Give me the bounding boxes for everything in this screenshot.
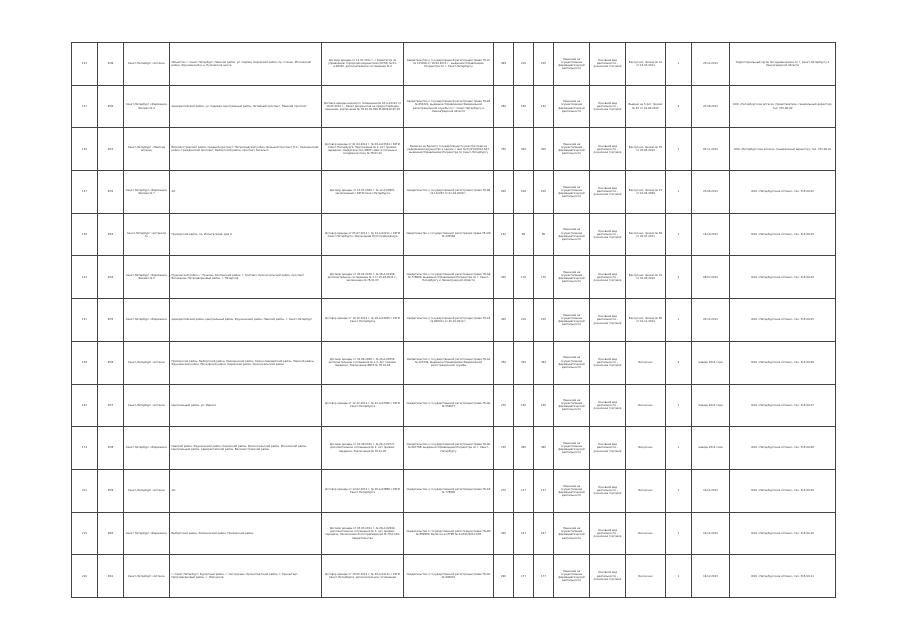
cell-code: Ф57 (98, 384, 124, 427)
cell-cnt: 1 (666, 171, 692, 214)
cell-doc: Свидетельство о государственной регистрации права 78-АЖ № 445566 (404, 213, 494, 256)
cell-basis: Договор аренды от 14.02.2012 г. № 26-А-03888 с КУГИ Санкт-Петербурга (322, 469, 404, 512)
cell-doc: Свидетельство о государственной регистрации права 78-АИ № 556677 (404, 384, 494, 427)
cell-doc: Свидетельство о государственной регистрации права 78-АЛ № 778800 (404, 469, 494, 512)
cell-place: Приморский район, пр. Испытателей, дом 6 (170, 213, 322, 256)
cell-inspect: ООО «Петербургские аптеки», тел. 315-00-07 (730, 384, 836, 427)
cell-num: 130 (72, 128, 98, 171)
cell-q2: 177 (514, 555, 534, 598)
cell-kind: Лицензия на осуществление фармацевтической деятельности (554, 171, 590, 214)
cell-q2: 100 (514, 171, 534, 214)
cell-date: январь 2014 года (692, 427, 730, 470)
cell-kind: Лицензия на осуществление фармацевтической деятельности (554, 85, 590, 128)
cell-cnt: 1 (666, 469, 692, 512)
cell-status: Основной вид деятельности – розничная торговля (590, 427, 626, 470)
table-row (72, 469, 836, 512)
cell-place: АО (170, 171, 322, 214)
cell-cnt: 2 (666, 341, 692, 384)
cell-q1: 350 (494, 512, 514, 555)
cell-org: Санкт-Петербург «Фармация» (124, 427, 170, 470)
cell-num: 215 (72, 512, 98, 555)
cell-status: Основной вид деятельности – розничная торговля (590, 384, 626, 427)
cell-org: Санкт-Петербург «Аптека» (124, 555, 170, 598)
cell-q1: 750 (494, 128, 514, 171)
cell-cnt: 1 (666, 43, 692, 86)
cell-code: Ф60 (98, 512, 124, 555)
cell-status: Основной вид деятельности – розничная торговля (590, 256, 626, 299)
cell-org: Санкт-Петербург «Фармация» (124, 512, 170, 555)
cell-date: 16.12.2013 (692, 512, 730, 555)
cell-code: Ф55 (98, 299, 124, 342)
cell-date: 16.12.2013 (692, 469, 730, 512)
table-row (72, 427, 836, 470)
cell-code: Ф51 (98, 128, 124, 171)
cell-org: Санкт-Петербург «Невские аптеки» (124, 128, 170, 171)
cell-q2: 300 (514, 128, 534, 171)
cell-cnt: 1 (666, 512, 692, 555)
table-row (72, 128, 836, 171)
cell-inspect: ООО «Петербургские аптеки», тел. 315-00-04 (730, 256, 836, 299)
cell-q2: 167 (514, 512, 534, 555)
cell-q3: 300 (534, 128, 554, 171)
cell-doc: Свидетельство о государственной регистрации права 78-АВ № 112233 от 01.04.2009 г. (404, 171, 494, 214)
cell-basis: Договор аренды от 18.05.2012 г. № 30-А-04111 с КУГИ Санкт-Петербурга, дополнительное соглашение (322, 555, 404, 598)
cell-code: Ф58 (98, 427, 124, 470)
cell-num: 174 (72, 427, 98, 470)
cell-code: Ф52 (98, 171, 124, 214)
cell-kind: Лицензия на осуществление фармацевтической деятельности (554, 512, 590, 555)
cell-q2: 137 (514, 469, 534, 512)
cell-doc: Свидетельство о государственной регистрации права 78-АД № 778899, выданное Управлением Росреестра по г. Санкт-Петербургу и Ленинградской области (404, 256, 494, 299)
cell-term: Бессрочно, приказ № 56 от 20.07.2011 (626, 213, 666, 256)
cell-cnt: 2 (666, 256, 692, 299)
cell-inspect: ООО «Петербургские аптеки», тел. 315-00-10 (730, 512, 836, 555)
table-row (72, 512, 836, 555)
cell-org: Санкт-Петербург «Фармация» Филиал № 4 (124, 85, 170, 128)
cell-basis: Договор аренды от 01.04.2012 г. № 09-А-03344 с КУГИ Санкт-Петербурга, Приложение № 1, Акт приема-передачи, Свидетельство ФБУЗ «Центр гигиены и эпидемиологии» № 78.01.02 (322, 128, 404, 171)
table-row (72, 171, 836, 214)
table-row (72, 213, 836, 256)
cell-num: 137 (72, 171, 98, 214)
cell-term: Бессрочно, приказ № 12 от 15.03.2011 (626, 43, 666, 86)
cell-date: январь 2014 года (692, 341, 730, 384)
cell-date: 16.10.2013 (692, 213, 730, 256)
cell-q1: 720 (494, 427, 514, 470)
cell-kind: Лицензия на осуществление фармацевтической деятельности (554, 299, 590, 342)
cell-term: Бессрочно (626, 341, 666, 384)
cell-basis: Договор аренды нежилого помещения № 03-А-01122 от 10.05.2010 г., Пакет документов на предоставление лицензии, заключение № 78.01.01.000.М.000210.05.10 (322, 85, 404, 128)
cell-q1: 150 (494, 213, 514, 256)
cell-date: 03.06.2013 (692, 171, 730, 214)
cell-q2: 80 (514, 213, 534, 256)
cell-basis: Договор аренды от 05.07.2011 г. № 14-А-02211 с КУГИ Санкт-Петербурга, Заключение Роспотребнадзора (322, 213, 404, 256)
cell-term: Бессрочно, приказ № 78 от 20.04.2012 (626, 128, 666, 171)
cell-inspect: ООО «Петербургские аптеки», тел. 315-00-02 (730, 171, 836, 214)
cell-term: Бессрочно, приказ № 23 от 10.04.2009 (626, 171, 666, 214)
cell-code: Ф59 (98, 469, 124, 512)
cell-date: 05.12.2013 (692, 299, 730, 342)
cell-num: 216 (72, 555, 98, 598)
cell-org: Санкт-Петербург «Аптека № 3» (124, 213, 170, 256)
cell-basis: Договор аренды от 03.03.2011 г. № 28-А-02999, дополнительное соглашение № 1, Акт приема-передачи, Заключение Роспотребнадзора № 78.01.06, Свидетельство (322, 512, 404, 555)
cell-q1: 270 (494, 469, 514, 512)
cell-org: Санкт-Петербург «Фармация» (124, 299, 170, 342)
cell-place: Объектов: г. Санкт-Петербург, Невский район, ул. Седова, Кировский район, пр. Стачек, Московский район, Фрунзенский р-н, Пулковское шоссе (170, 43, 322, 86)
table-row (72, 555, 836, 598)
cell-num: 123 (72, 43, 98, 86)
cell-cnt: 1 (666, 213, 692, 256)
cell-kind: Лицензия на осуществление фармацевтической деятельности (554, 341, 590, 384)
cell-kind: Лицензия на осуществление фармацевтической деятельности (554, 256, 590, 299)
cell-q3: 170 (534, 256, 554, 299)
cell-inspect: ООО «Петербургские аптеки» (генеральный директор), тел. 315-00-01 (730, 128, 836, 171)
cell-q1: 780 (494, 341, 514, 384)
cell-q1: 280 (494, 85, 514, 128)
cell-q2: 150 (514, 85, 534, 128)
cell-date: 25.12.2013 (692, 43, 730, 86)
cell-q2: 360 (514, 427, 534, 470)
cell-place: г. Санкт-Петербург, Курортный район, г. Сестрорецк, Кронштадтский район, г. Кронштадт, Петродворцовый район, г. Ломоносов (170, 555, 322, 598)
cell-status: Основной вид деятельности – розничная торговля (590, 85, 626, 128)
cell-doc: Выписка из Единого государственного реестра прав на недвижимое имущество и сделок с ним № 01/234/2012-567, выданная Управлением Росреестра по Санкт-Петербургу (404, 128, 494, 171)
cell-kind: Лицензия на осуществление фармацевтической деятельности (554, 213, 590, 256)
cell-basis: Договор аренды от 01.06.2008 г. № 20-А-00555, дополнительные соглашения № 1-3, Акт приема-передачи, Заключение ФБУЗ № 78.01.04 (322, 341, 404, 384)
cell-doc: Свидетельство о государственной регистрации права 78-АЗ № 990011 от 25.10.2012 г. (404, 299, 494, 342)
cell-num: 139 (72, 213, 98, 256)
cell-org: Санкт-Петербург «Аптека» (124, 384, 170, 427)
cell-inspect: ООО «Петербургские аптеки» (представитель: генеральный директор), тел. 315-00-00 (730, 85, 836, 128)
cell-code: Ф54 (98, 256, 124, 299)
cell-date: 04.11.2013 (692, 128, 730, 171)
cell-org: Санкт-Петербург «Аптека» (124, 341, 170, 384)
cell-num: 162 (72, 384, 98, 427)
cell-q3: 137 (534, 469, 554, 512)
cell-status: Основной вид деятельности – розничная торговля (590, 128, 626, 171)
cell-q2: 170 (514, 256, 534, 299)
cell-org: Санкт-Петербург «Фармация» Филиал № 7 (124, 171, 170, 214)
cell-org: Санкт-Петербург «Аптека» (124, 43, 170, 86)
cell-doc: Свидетельство о государственной регистрации права 78-АГ № 123456 от 18.02.2011 г., выданное Управлением Росреестра по г. Санкт-Петербургу (404, 43, 494, 86)
cell-q2: 210 (514, 43, 534, 86)
cell-cnt: 2 (666, 85, 692, 128)
cell-num: 158 (72, 341, 98, 384)
cell-inspect: ООО «Петербургские аптеки», тел. 315-00-05 (730, 299, 836, 342)
cell-cnt: 1 (666, 384, 692, 427)
cell-kind: Лицензия на осуществление фармацевтической деятельности (554, 384, 590, 427)
cell-cnt: 1 (666, 128, 692, 171)
cell-code: Ф56 (98, 341, 124, 384)
table-row (72, 256, 836, 299)
cell-q1: 290 (494, 555, 514, 598)
cell-code: Ф61 (98, 555, 124, 598)
cell-cnt: 1 (666, 555, 692, 598)
cell-status: Основной вид деятельности – розничная торговля (590, 171, 626, 214)
cell-place: Приморский район, Выборгский район, Калининский район, Красногвардейский район, Невский район, Фрунзенский район, Московский район, Кировский район, Красносельский район (170, 341, 322, 384)
cell-q3: 394 (534, 341, 554, 384)
cell-q3: 167 (534, 512, 554, 555)
cell-status: Основной вид деятельности – розничная торговля (590, 341, 626, 384)
cell-q1: 320 (494, 256, 514, 299)
cell-num: 143 (72, 256, 98, 299)
cell-doc: Свидетельство о государственной регистрации права 78-АЕ № 654321, выданное Управлением Федеральной регистрационной службы по г. Санкт-Петербургу и Ленинградской области (404, 85, 494, 128)
cell-status: Основной вид деятельности – розничная торговля (590, 213, 626, 256)
cell-q3: 150 (534, 85, 554, 128)
cell-term: Бессрочно (626, 469, 666, 512)
cell-place: Пушкинский район, г. Пушкин, Колпинский район, г. Колпино, Красносельский район, проспект Ветеранов, Петродворцовый район, г. Петергоф (170, 256, 322, 299)
cell-basis: Договор аренды от 01.09.2010 г. № 24-А-02777, дополнительное соглашение № 2, Акт приема-передачи, Заключение № 78.01.05 (322, 427, 404, 470)
cell-basis: Договор аренды от 12.12.2011 г. № 22-А-03366 с КУГИ Санкт-Петербурга (322, 384, 404, 427)
cell-q3: 210 (534, 43, 554, 86)
cell-code: Ф50 (98, 85, 124, 128)
cell-place: Выборгский район, Калининский район, Приморский район (170, 512, 322, 555)
cell-q3: 100 (534, 171, 554, 214)
cell-basis: Договор аренды от 10.10.2012 г. № 18-А-04455 с КУГИ Санкт-Петербурга (322, 299, 404, 342)
cell-term: Бессрочно (626, 427, 666, 470)
cell-q2: 210 (514, 299, 534, 342)
cell-place: АО (170, 469, 322, 512)
cell-num: 211 (72, 469, 98, 512)
cell-term: Бессрочно (626, 555, 666, 598)
cell-doc: Свидетельство о государственной регистрации права 78-АК № 667788, выданное Управлением Росреестра по г. Санкт-Петербургу (404, 427, 494, 470)
cell-status: Основной вид деятельности – розничная торговля (590, 555, 626, 598)
cell-term: Бессрочно (626, 384, 666, 427)
cell-kind: Лицензия на осуществление фармацевтической деятельности (554, 427, 590, 470)
table-row (72, 384, 836, 427)
cell-term: Бессрочно, приказ № 90 от 01.11.2012 (626, 299, 666, 342)
cell-org: Санкт-Петербург «Аптека» (124, 469, 170, 512)
cell-num: 127 (72, 85, 98, 128)
cell-basis: Договор аренды от 20.02.2010 г. № 16-А-01999, дополнительное соглашение № 1 от 15.03.2011 г., заключение № 78.01.03 (322, 256, 404, 299)
cell-doc: Свидетельство о государственной регистрации права 78-АН № 990022 (404, 555, 494, 598)
cell-q2: 130 (514, 384, 534, 427)
cell-org: Санкт-Петербург «Фармация» Филиал № 9 (124, 256, 170, 299)
cell-q1: 270 (494, 384, 514, 427)
cell-basis: Договор аренды от 12.01.2011 г. с Комитетом по управлению городским имуществом (КУГИ) № 01-А-00245, дополнительное соглашение № 2 (322, 43, 404, 86)
cell-date: 16.12.2013 (692, 555, 730, 598)
cell-inspect: ООО «Петербургские аптеки», тел. 315-00-09 (730, 469, 836, 512)
table-row (72, 341, 836, 384)
cell-q3: 177 (534, 555, 554, 598)
cell-status: Основной вид деятельности – розничная торговля (590, 469, 626, 512)
cell-kind: Лицензия на осуществление фармацевтической деятельности (554, 555, 590, 598)
cell-place: Адмиралтейский район, ул. Садовая, Центральный район, Литейный проспект, Невский проспект (170, 85, 322, 128)
cell-inspect: ООО «Петербургские аптеки», тел. 315-00-11 (730, 555, 836, 598)
cell-q1: 420 (494, 299, 514, 342)
cell-date: 23.09.2013 (692, 85, 730, 128)
cell-term: Выдано на 5 лет, приказ № 45 от 10.06.2010 (626, 85, 666, 128)
cell-cnt: 1 (666, 427, 692, 470)
cell-place: Невский район, Фрунзенский район, Кировский район, Красносельский район, Московский район, Центральный район, Адмиралтейский район, Василеостровский район (170, 427, 322, 470)
cell-inspect: Территориальный орган Росздравнадзора по г. Санкт-Петербургу и Ленинградской области (730, 43, 836, 86)
cell-status: Основной вид деятельности – розничная торговля (590, 43, 626, 86)
cell-q3: 130 (534, 384, 554, 427)
cell-kind: Лицензия на осуществление фармацевтической деятельности (554, 43, 590, 86)
cell-code: Ф49 (98, 43, 124, 86)
table-row (72, 85, 836, 128)
cell-term: Бессрочно (626, 512, 666, 555)
cell-date: 08.07.2013 (692, 256, 730, 299)
cell-date: январь 2014 года (692, 384, 730, 427)
cell-kind: Лицензия на осуществление фармацевтической деятельности (554, 128, 590, 171)
cell-num: 151 (72, 299, 98, 342)
cell-inspect: ООО «Петербургские аптеки», тел. 315-00-03 (730, 213, 836, 256)
cell-status: Основной вид деятельности – розничная торговля (590, 299, 626, 342)
cell-q3: 210 (534, 299, 554, 342)
cell-q3: 360 (534, 427, 554, 470)
cell-status: Основной вид деятельности – розничная торговля (590, 512, 626, 555)
cell-inspect: ООО «Петербургские аптеки», тел. 315-00-08 (730, 427, 836, 470)
cell-term: Бессрочно, приказ № 34 от 01.03.2010 (626, 256, 666, 299)
cell-inspect: ООО «Петербургские аптеки», тел. 315-00-06 (730, 341, 836, 384)
cell-code: Ф53 (98, 213, 124, 256)
cell-q1: 499 (494, 43, 514, 86)
cell-doc: Свидетельство о государственной регистрации права 78-АА № 223344, выданное Управлением Федеральной регистрационной службы (404, 341, 494, 384)
table-row (72, 43, 836, 86)
cell-kind: Лицензия на осуществление фармацевтической деятельности (554, 469, 590, 512)
cell-q1: 200 (494, 171, 514, 214)
cell-doc: Свидетельство о государственной регистрации права 78-АМ № 889900, Выписка из ЕГРП № 01/345/2011-678 (404, 512, 494, 555)
cell-q2: 394 (514, 341, 534, 384)
cell-place: Василеостровский район, Средний проспект, Петроградский район, Большой проспект П.С., Калининский район, Гражданский проспект, Выборгский район, проспект Энгельса (170, 128, 322, 171)
cell-q3: 80 (534, 213, 554, 256)
cell-place: Адмиралтейский район, Центральный район, Фрунзенский район, Невский район, г. Санкт-Петербург (170, 299, 322, 342)
cell-cnt: 1 (666, 299, 692, 342)
table-row (72, 299, 836, 342)
cell-basis: Договор аренды от 15.03.2009 г. № 12-А-00987, заключённый с КУГИ Санкт-Петербурга (322, 171, 404, 214)
document-table (71, 42, 836, 598)
cell-place: Центральный район, ул. Марата (170, 384, 322, 427)
